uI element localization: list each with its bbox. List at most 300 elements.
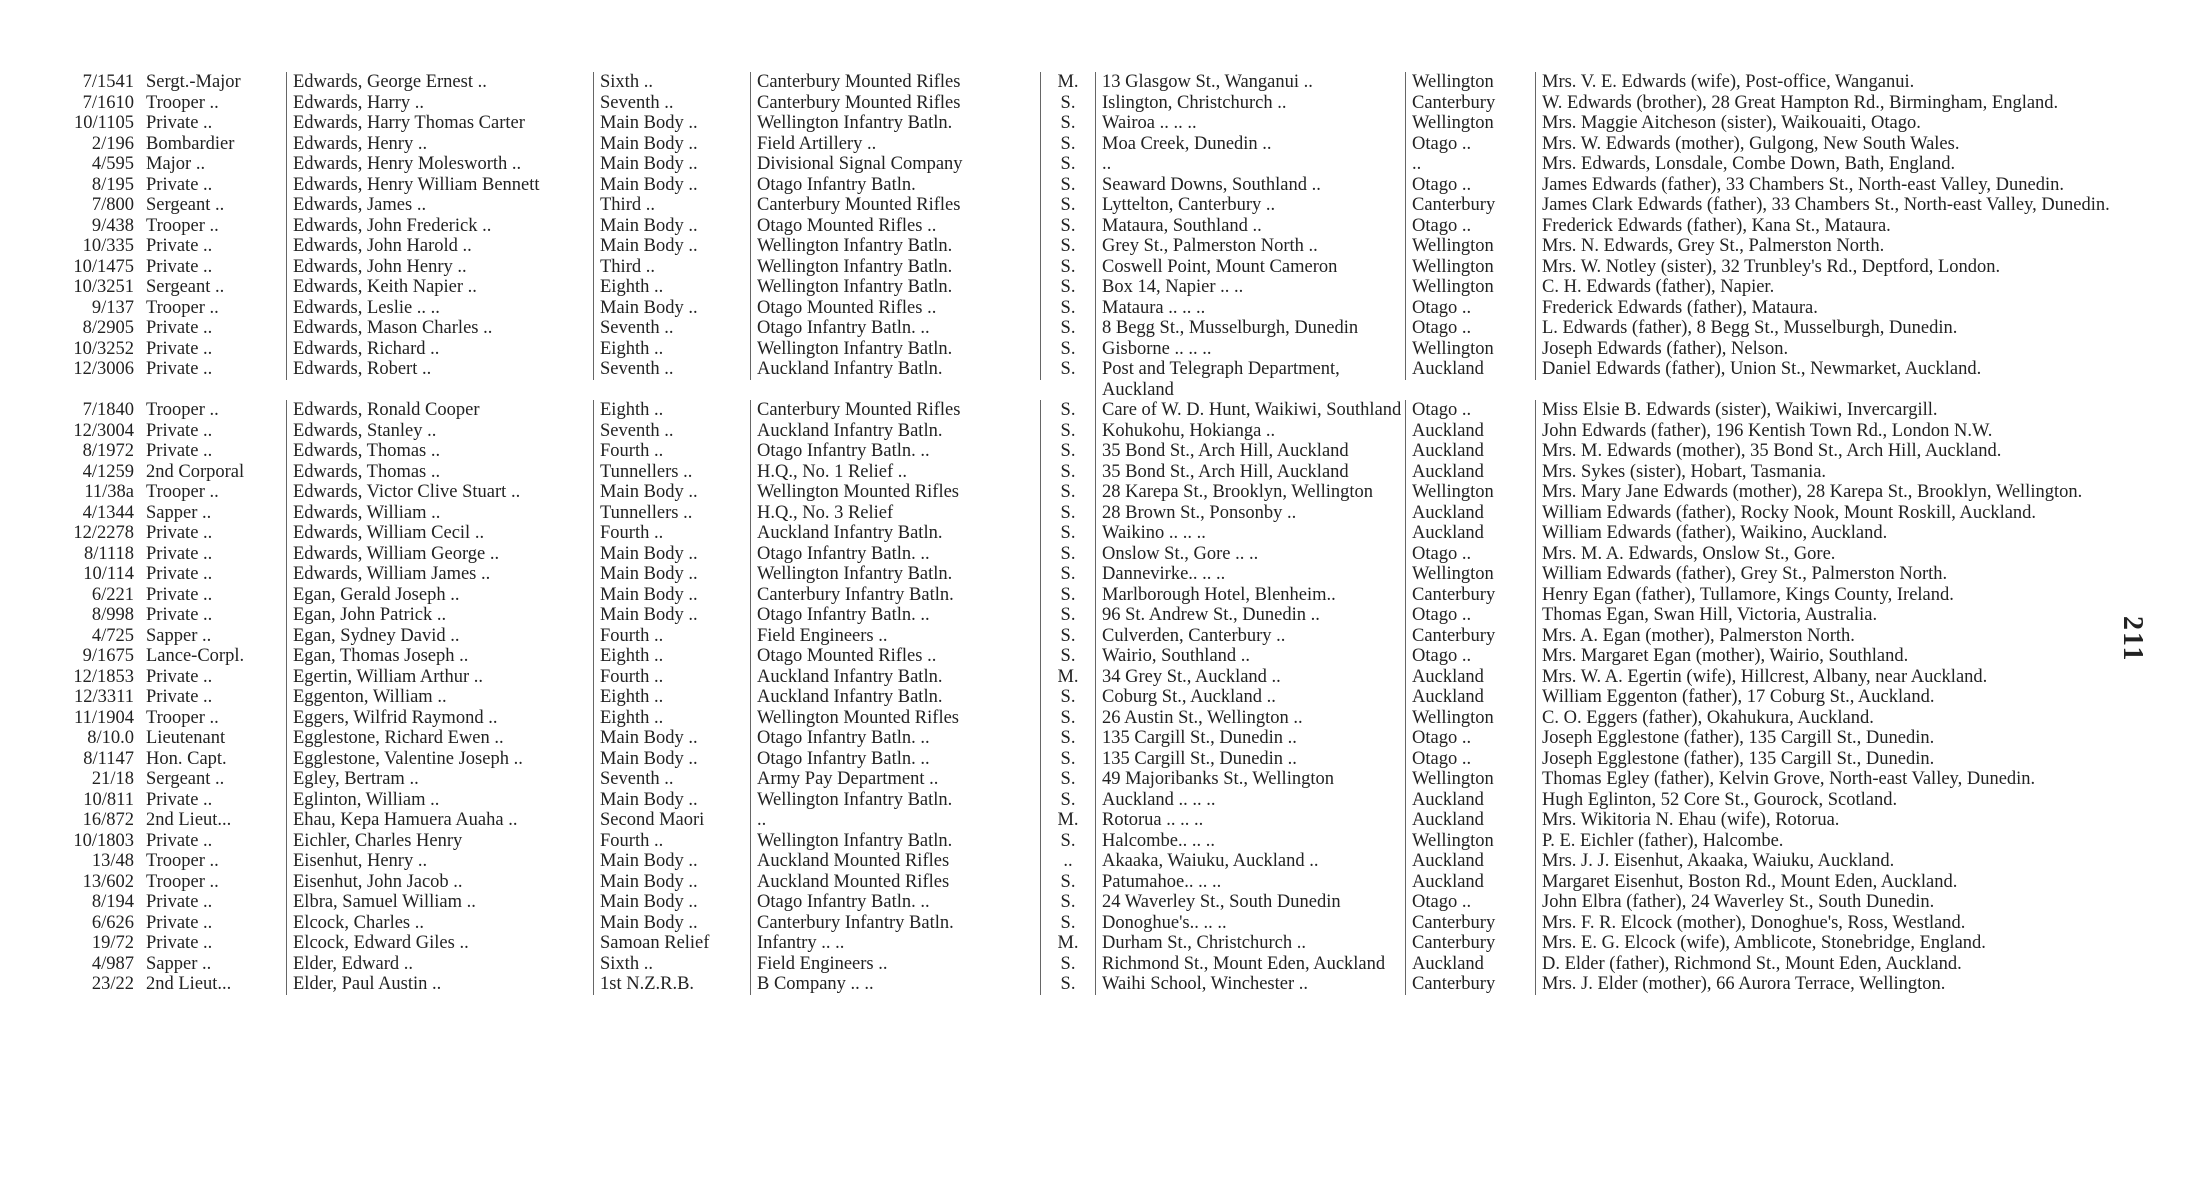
rank: Hon. Capt. <box>146 748 227 769</box>
unit: Auckland Infantry Batln. <box>750 687 1040 708</box>
draft: Samoan Relief <box>593 933 750 954</box>
district: Wellington <box>1405 482 1535 503</box>
soldier-name: Edwards, James .. <box>286 195 593 216</box>
roll-entry <box>58 195 2138 216</box>
service-number: 8/195 <box>91 174 134 195</box>
rank: Sergeant .. <box>146 277 225 297</box>
draft: Fourth .. <box>593 626 750 647</box>
next-of-kin: Mrs. M. A. Edwards, Onslow St., Gore. <box>1535 544 2138 565</box>
service-number: 8/1147 <box>83 748 134 769</box>
roll-entry <box>58 318 2138 339</box>
draft: Main Body .. <box>593 134 750 155</box>
rank: Private .. <box>146 564 213 584</box>
next-of-kin: Mrs. F. R. Elcock (mother), Donoghue's, Ross, Westland. <box>1535 913 2138 934</box>
soldier-name: Edwards, Thomas .. <box>286 462 593 483</box>
rank: Trooper .. <box>146 297 219 318</box>
district: Canterbury <box>1405 974 1535 995</box>
rank: Private .. <box>146 174 213 195</box>
roll-entry <box>58 626 2138 647</box>
roll-entry <box>58 339 2138 360</box>
roll-entry <box>58 749 2138 770</box>
unit: Otago Mounted Rifles .. <box>750 298 1040 319</box>
last-address: 35 Bond St., Arch Hill, Auckland <box>1095 462 1405 483</box>
last-address: Donoghue's.. .. .. <box>1095 913 1405 934</box>
unit: Wellington Infantry Batln. <box>750 790 1040 811</box>
roll-entry <box>58 585 2138 606</box>
district: Otago .. <box>1405 400 1535 421</box>
soldier-name: Edwards, George Ernest .. <box>286 72 593 93</box>
service-number: 10/811 <box>83 789 134 810</box>
district: Wellington <box>1405 72 1535 93</box>
roll-entry <box>58 359 2138 400</box>
rank: Sergeant .. <box>146 195 225 215</box>
soldier-name: Edwards, William .. <box>286 503 593 524</box>
unit: Otago Infantry Batln. .. <box>750 749 1040 770</box>
marital-status: S. <box>1040 339 1095 360</box>
next-of-kin: Mrs. W. Edwards (mother), Gulgong, New South Wales. <box>1535 134 2138 155</box>
marital-status: S. <box>1040 462 1095 483</box>
service-number: 7/1840 <box>82 400 134 420</box>
draft: Main Body .. <box>593 913 750 934</box>
draft: Seventh .. <box>593 93 750 114</box>
next-of-kin: P. E. Eichler (father), Halcombe. <box>1535 831 2138 852</box>
district: Auckland <box>1405 503 1535 524</box>
soldier-name: Ehau, Kepa Hamuera Auaha .. <box>286 810 593 831</box>
draft: Eighth .. <box>593 277 750 298</box>
district: Otago .. <box>1405 646 1535 667</box>
district: Auckland <box>1405 790 1535 811</box>
service-number: 13/48 <box>91 851 134 871</box>
marital-status: S. <box>1040 175 1095 196</box>
soldier-name: Edwards, Henry William Bennett <box>286 175 593 196</box>
last-address: Waihi School, Winchester .. <box>1095 974 1405 995</box>
draft: Third .. <box>593 257 750 278</box>
next-of-kin: Henry Egan (father), Tullamore, Kings County, Ireland. <box>1535 585 2138 606</box>
next-of-kin: Mrs. M. Edwards (mother), 35 Bond St., Arch Hill, Auckland. <box>1535 441 2138 462</box>
marital-status: S. <box>1040 298 1095 319</box>
unit: Otago Infantry Batln. .. <box>750 728 1040 749</box>
unit: Divisional Signal Company <box>750 154 1040 175</box>
last-address: Kohukohu, Hokianga .. <box>1095 421 1405 442</box>
service-number: 10/3251 <box>73 277 134 297</box>
roll-entry <box>58 646 2138 667</box>
district: Wellington <box>1405 113 1535 134</box>
rank: Sapper .. <box>146 625 212 646</box>
unit: Wellington Mounted Rifles <box>750 708 1040 729</box>
roll-entry <box>58 687 2138 708</box>
next-of-kin: Mrs. W. Notley (sister), 32 Trunbley's Rd., Deptford, London. <box>1535 257 2138 278</box>
district: Canterbury <box>1405 913 1535 934</box>
unit: Otago Infantry Batln. <box>750 175 1040 196</box>
roll-entry <box>58 769 2138 790</box>
unit: Otago Infantry Batln. .. <box>750 892 1040 913</box>
next-of-kin: Mrs. J. Elder (mother), 66 Aurora Terrace, Wellington. <box>1535 974 2138 995</box>
rank: Trooper .. <box>146 92 219 113</box>
roll-entry <box>58 851 2138 872</box>
next-of-kin: John Edwards (father), 196 Kentish Town Rd., London N.W. <box>1535 421 2138 442</box>
service-number: 10/1105 <box>74 113 134 133</box>
last-address: Rotorua .. .. .. <box>1095 810 1405 831</box>
last-address: 26 Austin St., Wellington .. <box>1095 708 1405 729</box>
roll-entry <box>58 72 2138 93</box>
draft: Main Body .. <box>593 482 750 503</box>
next-of-kin: Daniel Edwards (father), Union St., Newmarket, Auckland. <box>1535 359 2138 380</box>
next-of-kin: Mrs. Wikitoria N. Ehau (wife), Rotorua. <box>1535 810 2138 831</box>
draft: Main Body .. <box>593 851 750 872</box>
roll-entry <box>58 216 2138 237</box>
roll-entry <box>58 933 2138 954</box>
draft: 1st N.Z.R.B. <box>593 974 750 995</box>
marital-status: S. <box>1040 974 1095 995</box>
rank: Private .. <box>146 933 213 953</box>
marital-status: S. <box>1040 195 1095 216</box>
last-address: Richmond St., Mount Eden, Auckland <box>1095 954 1405 975</box>
marital-status: S. <box>1040 236 1095 257</box>
soldier-name: Eisenhut, Henry .. <box>286 851 593 872</box>
unit: Wellington Infantry Batln. <box>750 564 1040 585</box>
rank: Private .. <box>146 359 213 379</box>
next-of-kin: W. Edwards (brother), 28 Great Hampton Rd., Birmingham, England. <box>1535 93 2138 114</box>
district: Otago .. <box>1405 544 1535 565</box>
rank: Private .. <box>146 789 213 810</box>
roll-entry <box>58 831 2138 852</box>
rank: Private .. <box>146 830 213 851</box>
last-address: Care of W. D. Hunt, Waikiwi, Southland <box>1095 400 1405 421</box>
draft: Seventh .. <box>593 421 750 442</box>
district: .. <box>1405 154 1535 175</box>
marital-status: S. <box>1040 134 1095 155</box>
marital-status: S. <box>1040 769 1095 790</box>
draft: Second Maori <box>593 810 750 831</box>
soldier-name: Edwards, Richard .. <box>286 339 593 360</box>
service-number: 10/1803 <box>73 830 134 851</box>
district: Otago .. <box>1405 175 1535 196</box>
rank: Lance-Corpl. <box>146 646 245 666</box>
draft: Tunnellers .. <box>593 503 750 524</box>
soldier-name: Edwards, William George .. <box>286 544 593 565</box>
draft: Main Body .. <box>593 544 750 565</box>
draft: Sixth .. <box>593 72 750 93</box>
next-of-kin: Joseph Edwards (father), Nelson. <box>1535 339 2138 360</box>
unit: Canterbury Mounted Rifles <box>750 93 1040 114</box>
last-address: Dannevirke.. .. .. <box>1095 564 1405 585</box>
next-of-kin: Mrs. Maggie Aitcheson (sister), Waikouaiti, Otago. <box>1535 113 2138 134</box>
next-of-kin: Frederick Edwards (father), Kana St., Mataura. <box>1535 216 2138 237</box>
roll-entry <box>58 564 2138 585</box>
marital-status: M. <box>1040 810 1095 831</box>
last-address: Wairio, Southland .. <box>1095 646 1405 667</box>
unit: Auckland Infantry Batln. <box>750 523 1040 544</box>
draft: Main Body .. <box>593 564 750 585</box>
marital-status: S. <box>1040 482 1095 503</box>
district: Auckland <box>1405 359 1535 380</box>
roll-entry <box>58 421 2138 442</box>
rank: Private .. <box>146 338 213 359</box>
district: Auckland <box>1405 851 1535 872</box>
unit: Wellington Infantry Batln. <box>750 236 1040 257</box>
service-number: 4/1259 <box>82 461 134 482</box>
last-address: Halcombe.. .. .. <box>1095 831 1405 852</box>
roll-entry <box>58 523 2138 544</box>
service-number: 8/998 <box>91 605 134 625</box>
next-of-kin: Hugh Eglinton, 52 Core St., Gourock, Scotland. <box>1535 790 2138 811</box>
unit: Otago Infantry Batln. .. <box>750 544 1040 565</box>
district: Otago .. <box>1405 749 1535 770</box>
next-of-kin: Margaret Eisenhut, Boston Rd., Mount Eden, Auckland. <box>1535 872 2138 893</box>
district: Wellington <box>1405 339 1535 360</box>
next-of-kin: Mrs. Sykes (sister), Hobart, Tasmania. <box>1535 462 2138 483</box>
rank: Private .. <box>146 605 213 625</box>
marital-status: S. <box>1040 728 1095 749</box>
marital-status: S. <box>1040 318 1095 339</box>
draft: Main Body .. <box>593 216 750 237</box>
unit: Auckland Infantry Batln. <box>750 359 1040 380</box>
draft: Main Body .. <box>593 113 750 134</box>
soldier-name: Egglestone, Valentine Joseph .. <box>286 749 593 770</box>
soldier-name: Eichler, Charles Henry <box>286 831 593 852</box>
last-address: 35 Bond St., Arch Hill, Auckland <box>1095 441 1405 462</box>
soldier-name: Elcock, Charles .. <box>286 913 593 934</box>
last-address: Auckland .. .. .. <box>1095 790 1405 811</box>
next-of-kin: Mrs. J. J. Eisenhut, Akaaka, Waiuku, Auckland. <box>1535 851 2138 872</box>
rank: Sergeant .. <box>146 769 225 789</box>
unit: Otago Infantry Batln. .. <box>750 605 1040 626</box>
unit: Otago Infantry Batln. .. <box>750 441 1040 462</box>
next-of-kin: C. O. Eggers (father), Okahukura, Auckland. <box>1535 708 2138 729</box>
district: Wellington <box>1405 769 1535 790</box>
service-number: 16/872 <box>82 810 134 830</box>
next-of-kin: Joseph Egglestone (father), 135 Cargill St., Dunedin. <box>1535 749 2138 770</box>
roll-entry <box>58 154 2138 175</box>
service-number: 6/221 <box>91 584 134 605</box>
unit: Wellington Infantry Batln. <box>750 339 1040 360</box>
district: Canterbury <box>1405 585 1535 606</box>
next-of-kin: Mrs. E. G. Elcock (wife), Amblicote, Stonebridge, England. <box>1535 933 2138 954</box>
next-of-kin: Mrs. N. Edwards, Grey St., Palmerston North. <box>1535 236 2138 257</box>
marital-status: M. <box>1040 667 1095 688</box>
district: Auckland <box>1405 872 1535 893</box>
soldier-name: Edwards, Ronald Cooper <box>286 400 593 421</box>
last-address: 28 Karepa St., Brooklyn, Wellington <box>1095 482 1405 503</box>
district: Otago .. <box>1405 134 1535 155</box>
marital-status: S. <box>1040 277 1095 298</box>
roll-entry <box>58 277 2138 298</box>
service-number: 12/3006 <box>73 359 134 379</box>
draft: Seventh .. <box>593 318 750 339</box>
last-address: 96 St. Andrew St., Dunedin .. <box>1095 605 1405 626</box>
service-number: 13/602 <box>82 871 134 892</box>
soldier-name: Egan, Thomas Joseph .. <box>286 646 593 667</box>
soldier-name: Eggers, Wilfrid Raymond .. <box>286 708 593 729</box>
roll-entry <box>58 954 2138 975</box>
draft: Sixth .. <box>593 954 750 975</box>
soldier-name: Elder, Edward .. <box>286 954 593 975</box>
next-of-kin: Thomas Egley (father), Kelvin Grove, North-east Valley, Dunedin. <box>1535 769 2138 790</box>
last-address: Coswell Point, Mount Cameron <box>1095 257 1405 278</box>
last-address: Durham St., Christchurch .. <box>1095 933 1405 954</box>
draft: Main Body .. <box>593 236 750 257</box>
rank: Lieutenant <box>146 728 226 748</box>
rank: Trooper .. <box>146 215 219 236</box>
service-number: 23/22 <box>91 974 134 994</box>
marital-status: S. <box>1040 749 1095 770</box>
service-number: 8/194 <box>91 892 134 912</box>
last-address: 34 Grey St., Auckland .. <box>1095 667 1405 688</box>
soldier-name: Edwards, Stanley .. <box>286 421 593 442</box>
last-address: Coburg St., Auckland .. <box>1095 687 1405 708</box>
next-of-kin: D. Elder (father), Richmond St., Mount Eden, Auckland. <box>1535 954 2138 975</box>
last-address: Islington, Christchurch .. <box>1095 93 1405 114</box>
last-address: Lyttelton, Canterbury .. <box>1095 195 1405 216</box>
next-of-kin: L. Edwards (father), 8 Begg St., Musselburgh, Dunedin. <box>1535 318 2138 339</box>
next-of-kin: Mrs. V. E. Edwards (wife), Post-office, Wanganui. <box>1535 72 2138 93</box>
roll-entry <box>58 708 2138 729</box>
district: Wellington <box>1405 564 1535 585</box>
draft: Seventh .. <box>593 769 750 790</box>
last-address: Onslow St., Gore .. .. <box>1095 544 1405 565</box>
draft: Main Body .. <box>593 892 750 913</box>
marital-status: S. <box>1040 421 1095 442</box>
soldier-name: Egglestone, Richard Ewen .. <box>286 728 593 749</box>
roll-entry <box>58 913 2138 934</box>
last-address: Marlborough Hotel, Blenheim.. <box>1095 585 1405 606</box>
last-address: 135 Cargill St., Dunedin .. <box>1095 728 1405 749</box>
district: Auckland <box>1405 667 1535 688</box>
next-of-kin: Mrs. Margaret Egan (mother), Wairio, Southland. <box>1535 646 2138 667</box>
roll-entry <box>58 175 2138 196</box>
draft: Eighth .. <box>593 646 750 667</box>
last-address: Box 14, Napier .. .. <box>1095 277 1405 298</box>
service-number: 7/800 <box>91 195 134 215</box>
next-of-kin: Frederick Edwards (father), Mataura. <box>1535 298 2138 319</box>
marital-status: S. <box>1040 626 1095 647</box>
marital-status: S. <box>1040 257 1095 278</box>
draft: Main Body .. <box>593 790 750 811</box>
next-of-kin: C. H. Edwards (father), Napier. <box>1535 277 2138 298</box>
district: Otago .. <box>1405 605 1535 626</box>
roll-entry <box>58 441 2138 462</box>
rank: Sapper .. <box>146 953 212 974</box>
rank: Private .. <box>146 892 213 912</box>
soldier-name: Edwards, Victor Clive Stuart .. <box>286 482 593 503</box>
service-number: 7/1541 <box>82 72 134 92</box>
district: Canterbury <box>1405 93 1535 114</box>
roll-entry <box>58 974 2138 995</box>
soldier-name: Edwards, John Harold .. <box>286 236 593 257</box>
soldier-name: Edwards, John Henry .. <box>286 257 593 278</box>
roll-entry <box>58 236 2138 257</box>
last-address: Waikino .. .. .. <box>1095 523 1405 544</box>
last-address: 8 Begg St., Musselburgh, Dunedin <box>1095 318 1405 339</box>
roll-entry <box>58 544 2138 565</box>
roll-entry <box>58 400 2138 421</box>
last-address: Grey St., Palmerston North .. <box>1095 236 1405 257</box>
roll-entry <box>58 257 2138 278</box>
last-address: 28 Brown St., Ponsonby .. <box>1095 503 1405 524</box>
draft: Eighth .. <box>593 708 750 729</box>
soldier-name: Edwards, Mason Charles .. <box>286 318 593 339</box>
marital-status: S. <box>1040 523 1095 544</box>
service-number: 9/1675 <box>82 646 134 666</box>
marital-status: S. <box>1040 93 1095 114</box>
unit: Field Engineers .. <box>750 626 1040 647</box>
unit: Canterbury Infantry Batln. <box>750 585 1040 606</box>
next-of-kin: Mrs. Edwards, Lonsdale, Combe Down, Bath, England. <box>1535 154 2138 175</box>
page-number: 211 <box>2117 616 2148 663</box>
marital-status: S. <box>1040 585 1095 606</box>
district: Otago .. <box>1405 318 1535 339</box>
unit: Auckland Mounted Rifles <box>750 872 1040 893</box>
draft: Fourth .. <box>593 523 750 544</box>
next-of-kin: William Edwards (father), Rocky Nook, Mount Roskill, Auckland. <box>1535 503 2138 524</box>
soldier-name: Edwards, Harry .. <box>286 93 593 114</box>
soldier-name: Edwards, Robert .. <box>286 359 593 380</box>
roll-entry <box>58 667 2138 688</box>
rank: Private .. <box>146 543 213 564</box>
service-number: 12/3004 <box>73 420 134 441</box>
roll-entry <box>58 728 2138 749</box>
district: Auckland <box>1405 421 1535 442</box>
soldier-name: Elcock, Edward Giles .. <box>286 933 593 954</box>
unit: Auckland Infantry Batln. <box>750 667 1040 688</box>
draft: Third .. <box>593 195 750 216</box>
roll-entry <box>58 462 2138 483</box>
unit: Canterbury Mounted Rifles <box>750 400 1040 421</box>
district: Canterbury <box>1405 626 1535 647</box>
service-number: 12/2278 <box>73 523 134 543</box>
last-address: Patumahoe.. .. .. <box>1095 872 1405 893</box>
last-address: 135 Cargill St., Dunedin .. <box>1095 749 1405 770</box>
roll-entry <box>58 93 2138 114</box>
soldier-name: Elbra, Samuel William .. <box>286 892 593 913</box>
last-address: Akaaka, Waiuku, Auckland .. <box>1095 851 1405 872</box>
next-of-kin: Thomas Egan, Swan Hill, Victoria, Australia. <box>1535 605 2138 626</box>
rank: Private .. <box>146 420 213 441</box>
rank: Sergt.-Major <box>146 72 241 92</box>
marital-status: S. <box>1040 872 1095 893</box>
district: Wellington <box>1405 708 1535 729</box>
rank: Private .. <box>146 687 213 707</box>
next-of-kin: James Clark Edwards (father), 33 Chambers St., North-east Valley, Dunedin. <box>1535 195 2138 216</box>
last-address: Culverden, Canterbury .. <box>1095 626 1405 647</box>
soldier-name: Edwards, William Cecil .. <box>286 523 593 544</box>
marital-status: S. <box>1040 216 1095 237</box>
service-number: 10/1475 <box>73 256 134 277</box>
nominal-roll-table <box>58 72 2138 995</box>
unit: H.Q., No. 3 Relief <box>750 503 1040 524</box>
soldier-name: Edwards, William James .. <box>286 564 593 585</box>
marital-status: S. <box>1040 892 1095 913</box>
soldier-name: Edwards, John Frederick .. <box>286 216 593 237</box>
rank: Private .. <box>146 256 213 277</box>
service-number: 11/1904 <box>74 707 134 728</box>
roll-entry <box>58 605 2138 626</box>
marital-status: S. <box>1040 708 1095 729</box>
soldier-name: Edwards, Henry Molesworth .. <box>286 154 593 175</box>
roll-entry <box>58 482 2138 503</box>
service-number: 11/38a <box>84 482 134 502</box>
unit: Wellington Infantry Batln. <box>750 831 1040 852</box>
service-number: 2/196 <box>91 133 134 154</box>
draft: Eighth .. <box>593 400 750 421</box>
marital-status: S. <box>1040 605 1095 626</box>
service-number: 21/18 <box>91 769 134 789</box>
rank: Major .. <box>146 154 206 174</box>
soldier-name: Egan, Sydney David .. <box>286 626 593 647</box>
service-number: 6/626 <box>91 912 134 933</box>
district: Canterbury <box>1405 933 1535 954</box>
next-of-kin: Mrs. Mary Jane Edwards (mother), 28 Karepa St., Brooklyn, Wellington. <box>1535 482 2138 503</box>
